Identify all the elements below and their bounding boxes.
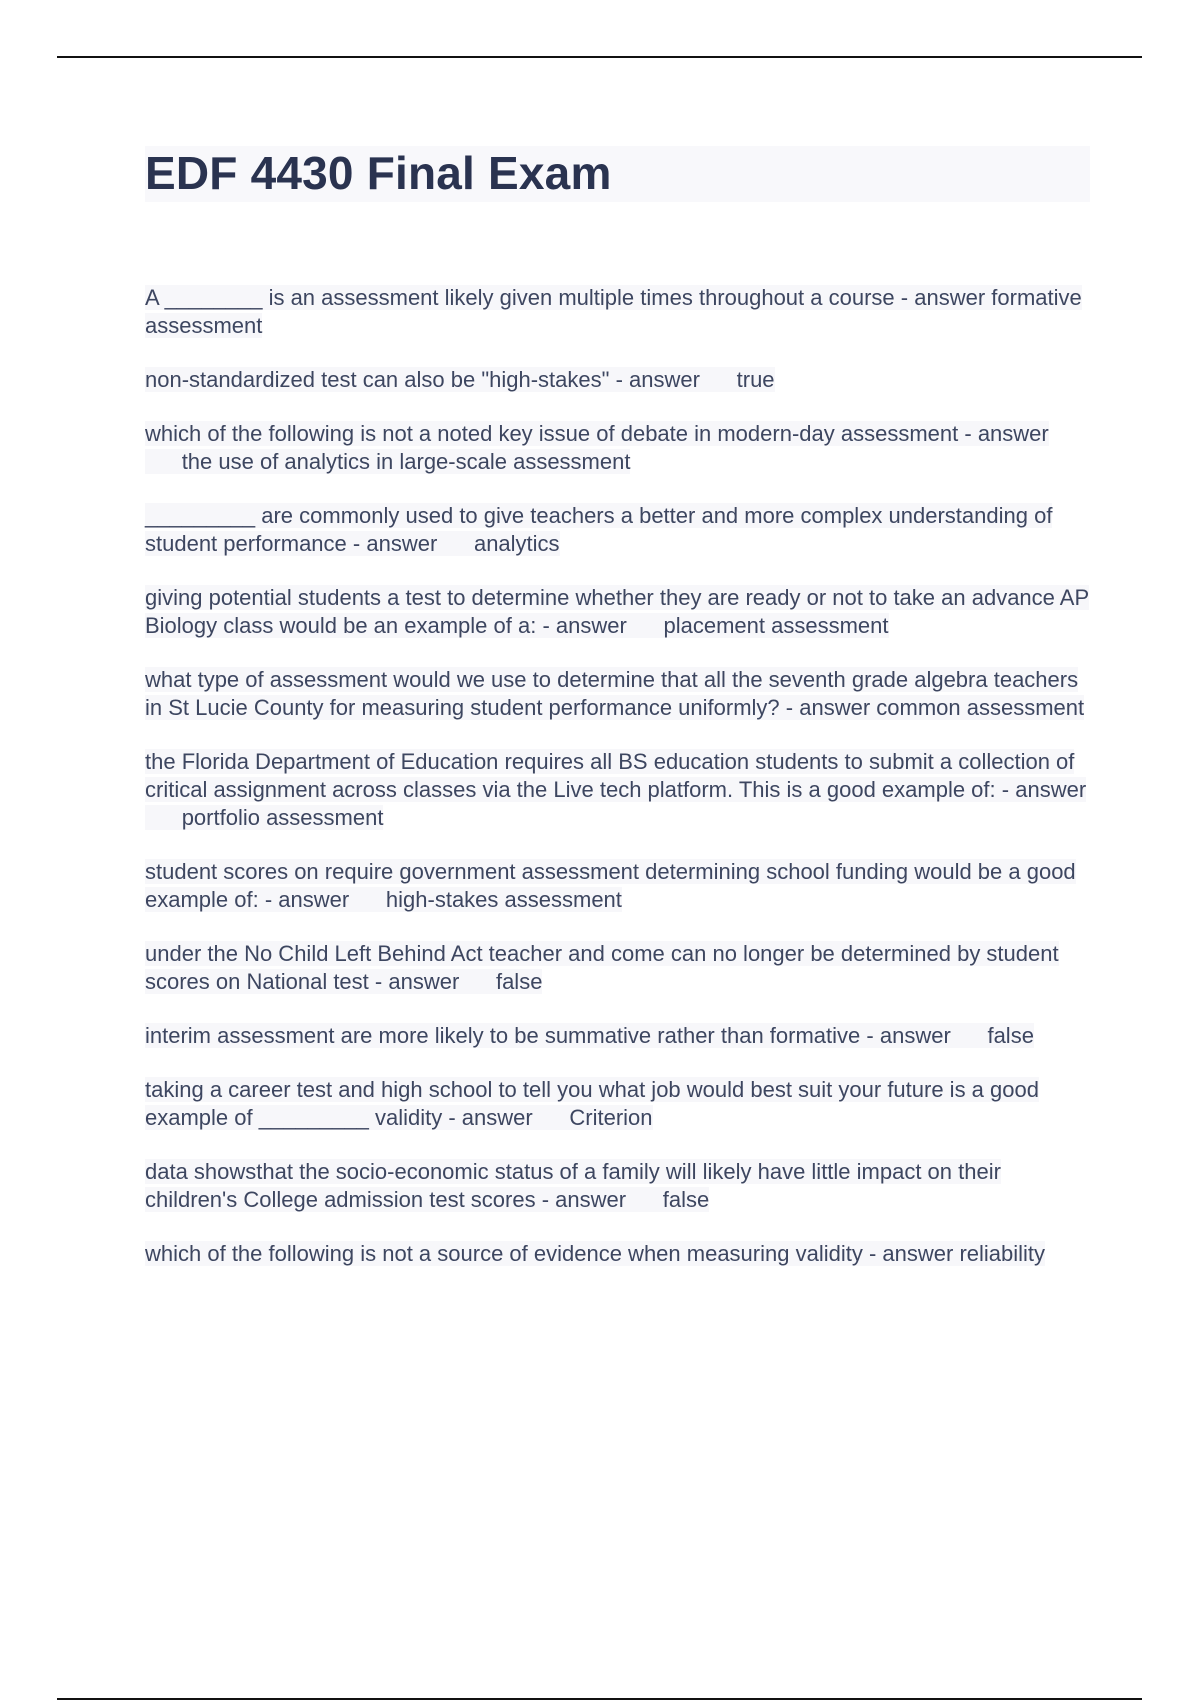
qa-item <box>145 420 1090 476</box>
qa-item <box>145 1022 1090 1050</box>
answer-label: - answer <box>785 695 871 720</box>
answer-label: - answer <box>1001 777 1087 802</box>
answer-text: analytics <box>473 531 560 556</box>
question-text: which of the following is not a noted key issue of debate in modern-day assessment <box>145 421 959 446</box>
top-rule <box>57 56 1142 58</box>
qa-item <box>145 366 1090 394</box>
question-text: the Florida Department of Education requires all BS education students to submit a collection of critical assignment across classes via the Live tech platform. This is a good example of: <box>145 749 1075 802</box>
answer-label: - answer <box>541 1187 627 1212</box>
answer-label: - answer <box>615 367 700 392</box>
answer-label: - answer <box>374 969 460 994</box>
question-text: non-standardized test can also be "high-stakes" <box>145 367 610 392</box>
qa-item <box>145 284 1090 340</box>
question-text: student scores on require government assessment determining school funding would be a good example of: <box>145 859 1076 912</box>
answer-text: placement assessment <box>663 613 889 638</box>
qa-item <box>145 1076 1090 1132</box>
answer-label: - answer <box>866 1023 951 1048</box>
question-text: taking a career test and high school to tell you what job would best suit your future is a good example of _________ validity <box>145 1077 1039 1130</box>
question-text: what type of assessment would we use to determine that all the seventh grade algebra teachers in St Lucie County for measuring student performance uniformly? <box>145 667 1079 720</box>
question-text: A ________ is an assessment likely given multiple times throughout a course <box>145 285 895 310</box>
answer-label: - answer <box>542 613 627 638</box>
qa-item <box>145 858 1090 914</box>
qa-item <box>145 666 1090 722</box>
answer-text: common assessment <box>876 695 1085 720</box>
answer-text: false <box>495 969 543 994</box>
answer-label: - answer <box>900 285 986 310</box>
qa-item <box>145 940 1090 996</box>
answer-text: reliability <box>959 1241 1046 1266</box>
answer-label: - answer <box>964 421 1049 446</box>
question-text: data showsthat the socio-economic status of a family will likely have little impact on their children's College admission test scores <box>145 1159 1001 1212</box>
qa-item <box>145 1240 1090 1268</box>
answer-text: the use of analytics in large-scale assessment <box>181 449 631 474</box>
qa-item <box>145 748 1090 832</box>
answer-text: portfolio assessment <box>181 805 384 830</box>
answer-text: Criterion <box>569 1105 653 1130</box>
qa-list <box>145 284 1090 1294</box>
answer-text: true <box>736 367 775 392</box>
question-text: which of the following is not a source of evidence when measuring validity <box>145 1241 863 1266</box>
question-text: interim assessment are more likely to be summative rather than formative <box>145 1023 861 1048</box>
answer-text: high-stakes assessment <box>385 887 622 912</box>
question-text: giving potential students a test to determine whether they are ready or not to take an advance AP Biology class would be an example of a: <box>145 585 1089 638</box>
answer-label: - answer <box>264 887 350 912</box>
answer-text: formative assessment <box>145 285 1082 338</box>
page-title: EDF 4430 Final Exam <box>145 147 612 199</box>
qa-item <box>145 502 1090 558</box>
question-text: _________ are commonly used to give teachers a better and more complex understanding of student performance <box>145 503 1053 556</box>
answer-text: false <box>662 1187 710 1212</box>
qa-item <box>145 1158 1090 1214</box>
answer-label: - answer <box>448 1105 533 1130</box>
answer-text: false <box>987 1023 1034 1048</box>
answer-label: - answer <box>352 531 438 556</box>
question-text: under the No Child Left Behind Act teacher and come can no longer be determined by student scores on National test <box>145 941 1059 994</box>
answer-label: - answer <box>868 1241 954 1266</box>
qa-item <box>145 584 1090 640</box>
